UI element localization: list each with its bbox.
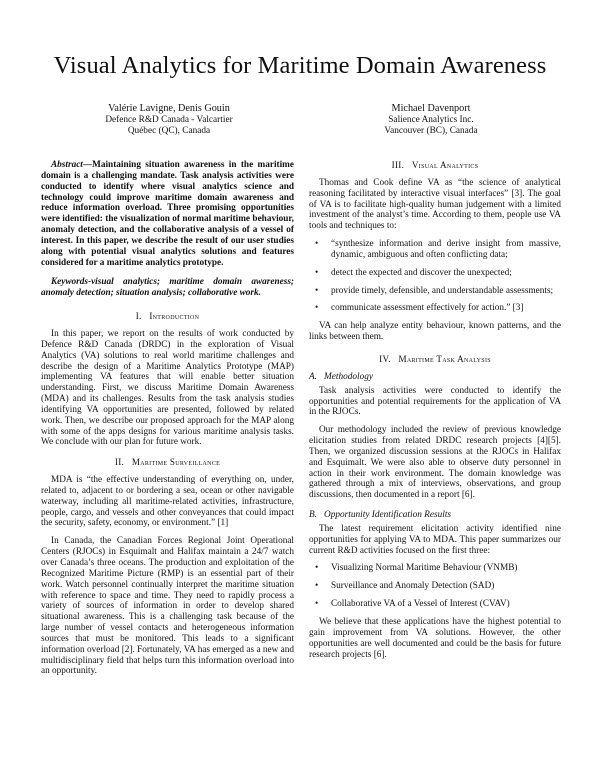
- list-item-text: Surveillance and Anomaly Detection (SAD): [331, 581, 495, 592]
- surveillance-paragraph-2: In Canada, the Canadian Forces Regional Joint Operational Centers (RJOCs) in Esquimalt and Halifax maintain a 24/7 watch over Canada’s three oceans. The production and exploitation of the Recognized Maritime Picture (RMP) is an essential part of their work. Watch personnel continually interpret the maritime situation with reference to space and time. They need to rapidly process a variety of sources of information in order to develop shared situational awareness. This is a challenging task because of the large number of vessel contacts and heterogeneous information sources that must be monitored. This leads to a significant information overload [2]. Fortunately, VA has emerged as a new and multidisciplinary field that helps turn this information overload into an opportunity.: [41, 536, 294, 677]
- list-item: [309, 286, 561, 297]
- surveillance-paragraph-1: MDA is “the effective understanding of everything on, under, related to, adjacent to or bordering a sea, ocean or other navigable waterway, including all maritime-related activities, infrastructure, people, cargo, and vessels and other conveyances that could impact the security, safety, economy, or environment.” [1]: [41, 475, 294, 529]
- bullet-marker: •: [315, 303, 319, 314]
- list-item: [309, 268, 561, 279]
- list-item-text: communicate assessment effectively for action.” [3]: [331, 303, 524, 314]
- methodology-paragraph-2: Our methodology included the review of previous knowledge elicitation studies from related DRDC research projects [4][5]. Then, we organized discussion sessions at the RJOCs in Halifax and Esquimalt. We were also able to observe duty personnel in action in their work environment. The domain knowledge was gathered through a mix of interviews, observations, and group discussions, then documented in a report [6].: [309, 425, 561, 501]
- author-location: Vancouver (BC), Canada: [384, 126, 478, 137]
- abstract: [41, 160, 294, 268]
- bullet-marker: •: [315, 239, 319, 250]
- list-item-text: “synthesize information and derive insight from massive, dynamic, ambiguous and often conflicting data;: [331, 239, 561, 260]
- author-names: Michael Davenport: [391, 103, 471, 114]
- left-column: [41, 160, 294, 684]
- paper-title: Visual Analytics for Maritime Domain Awareness: [53, 52, 547, 79]
- section-number: III.: [391, 160, 405, 170]
- subsection-label: A.: [309, 371, 318, 382]
- author-location: Québec (QC), Canada: [127, 126, 211, 137]
- subsection-title: Methodology: [324, 371, 374, 382]
- list-item: [309, 581, 561, 592]
- bullet-marker: •: [315, 599, 319, 610]
- list-item: [309, 599, 561, 610]
- va-outro-paragraph: VA can help analyze entity behaviour, known patterns, and the links between them.: [309, 321, 561, 343]
- section-heading-visual-analytics: [309, 160, 561, 171]
- list-item-text: detect the expected and discover the unexpected;: [331, 267, 512, 278]
- section-title: Maritime Task Analysis: [398, 353, 491, 364]
- subsection-heading-methodology: [309, 372, 561, 383]
- bullet-marker: •: [315, 285, 319, 296]
- subsection-title: Opportunity Identification Results: [324, 510, 452, 521]
- abstract-text: —Maintaining situation awareness in the maritime domain is a challenging mandate. Task analysis activities were conducted to identify where visual analytics science and technology could improve maritime domain awareness and reduce information overload. Three promising opportunities were identified: the visualization of normal maritime behaviour, anomaly detection, and the collaborative analysis of a vessel of interest. In this paper, we describe the result of our user studies along with potential visual analytics solutions and features considered for a maritime analytics prototype.: [41, 160, 294, 268]
- author-affiliation: Defence R&D Canada - Valcartier: [105, 114, 233, 125]
- intro-paragraph: In this paper, we report on the results of work conducted by Defence R&D Canada (DRDC) in the exploration of Visual Analytics (VA) solutions to real world maritime challenges and describe the design of a Maritime Analytics Prototype (MAP) implementing VA features that will enable better situation understanding. First, we discuss Maritime Domain Awareness (MDA) and its challenges. Results from the task analysis studies identifying VA opportunities are presented, followed by related work. Then, we describe our proposed approach for the MAP along with some of the apps designs for various maritime analysis tasks. We conclude with our plan for future work.: [41, 328, 294, 448]
- author-block-salience: [300, 103, 562, 138]
- va-bullet-list: [309, 239, 561, 314]
- opportunity-bullet-list: [309, 563, 561, 610]
- author-block-drdc: [38, 103, 300, 138]
- section-number: IV.: [379, 353, 391, 364]
- subsection-heading-opportunity-results: [309, 510, 561, 521]
- section-number: I.: [135, 311, 142, 322]
- list-item-text: Collaborative VA of a Vessel of Interest (CVAV): [331, 599, 510, 610]
- section-heading-maritime-surveillance: [41, 457, 294, 468]
- keywords: Keywords-visual analytics; maritime domain awareness; anomaly detection; situation analysis; collaborative work.: [41, 277, 294, 299]
- section-heading-introduction: [41, 311, 294, 322]
- list-item: [309, 563, 561, 574]
- section-title: Introduction: [149, 311, 200, 322]
- opportunity-intro-paragraph: The latest requirement elicitation activity identified nine opportunities for applying VA to MDA. This paper summarizes our current R&D activities focused on the first three:: [309, 523, 561, 556]
- author-names: Valérie Lavigne, Denis Gouin: [108, 103, 230, 114]
- list-item: [309, 239, 561, 261]
- section-heading-maritime-task-analysis: [309, 354, 561, 365]
- subsection-label: B.: [309, 510, 318, 521]
- opportunity-outro-paragraph: We believe that these applications have the highest potential to gain improvement from VA solutions. However, the other opportunities are well documented and could be the basis for future research projects [6].: [309, 617, 561, 660]
- list-item-text: Visualizing Normal Maritime Behaviour (VNMB): [331, 563, 518, 574]
- right-column: [309, 160, 561, 667]
- methodology-paragraph-1: Task analysis activities were conducted to identify the opportunities and potential requirements for the application of VA in the RJOCs.: [309, 385, 561, 418]
- section-number: II.: [114, 457, 125, 468]
- author-list: [38, 103, 562, 138]
- bullet-marker: •: [315, 563, 319, 574]
- list-item-text: provide timely, defensible, and understandable assessments;: [331, 285, 554, 296]
- section-title: Visual Analytics: [411, 160, 479, 170]
- bullet-marker: •: [315, 267, 319, 278]
- abstract-lead: Abstract: [51, 160, 83, 170]
- list-item: [309, 303, 561, 314]
- bullet-marker: •: [315, 581, 319, 592]
- va-intro-paragraph: Thomas and Cook define VA as “the science of analytical reasoning facilitated by interactive visual interfaces” [3]. The goal of VA is to facilitate high-quality human judgement with a limited investment of the analyst’s time. According to them, people use VA tools and techniques to:: [309, 177, 561, 232]
- author-affiliation: Salience Analytics Inc.: [388, 114, 474, 125]
- section-title: Maritime Surveillance: [131, 457, 221, 468]
